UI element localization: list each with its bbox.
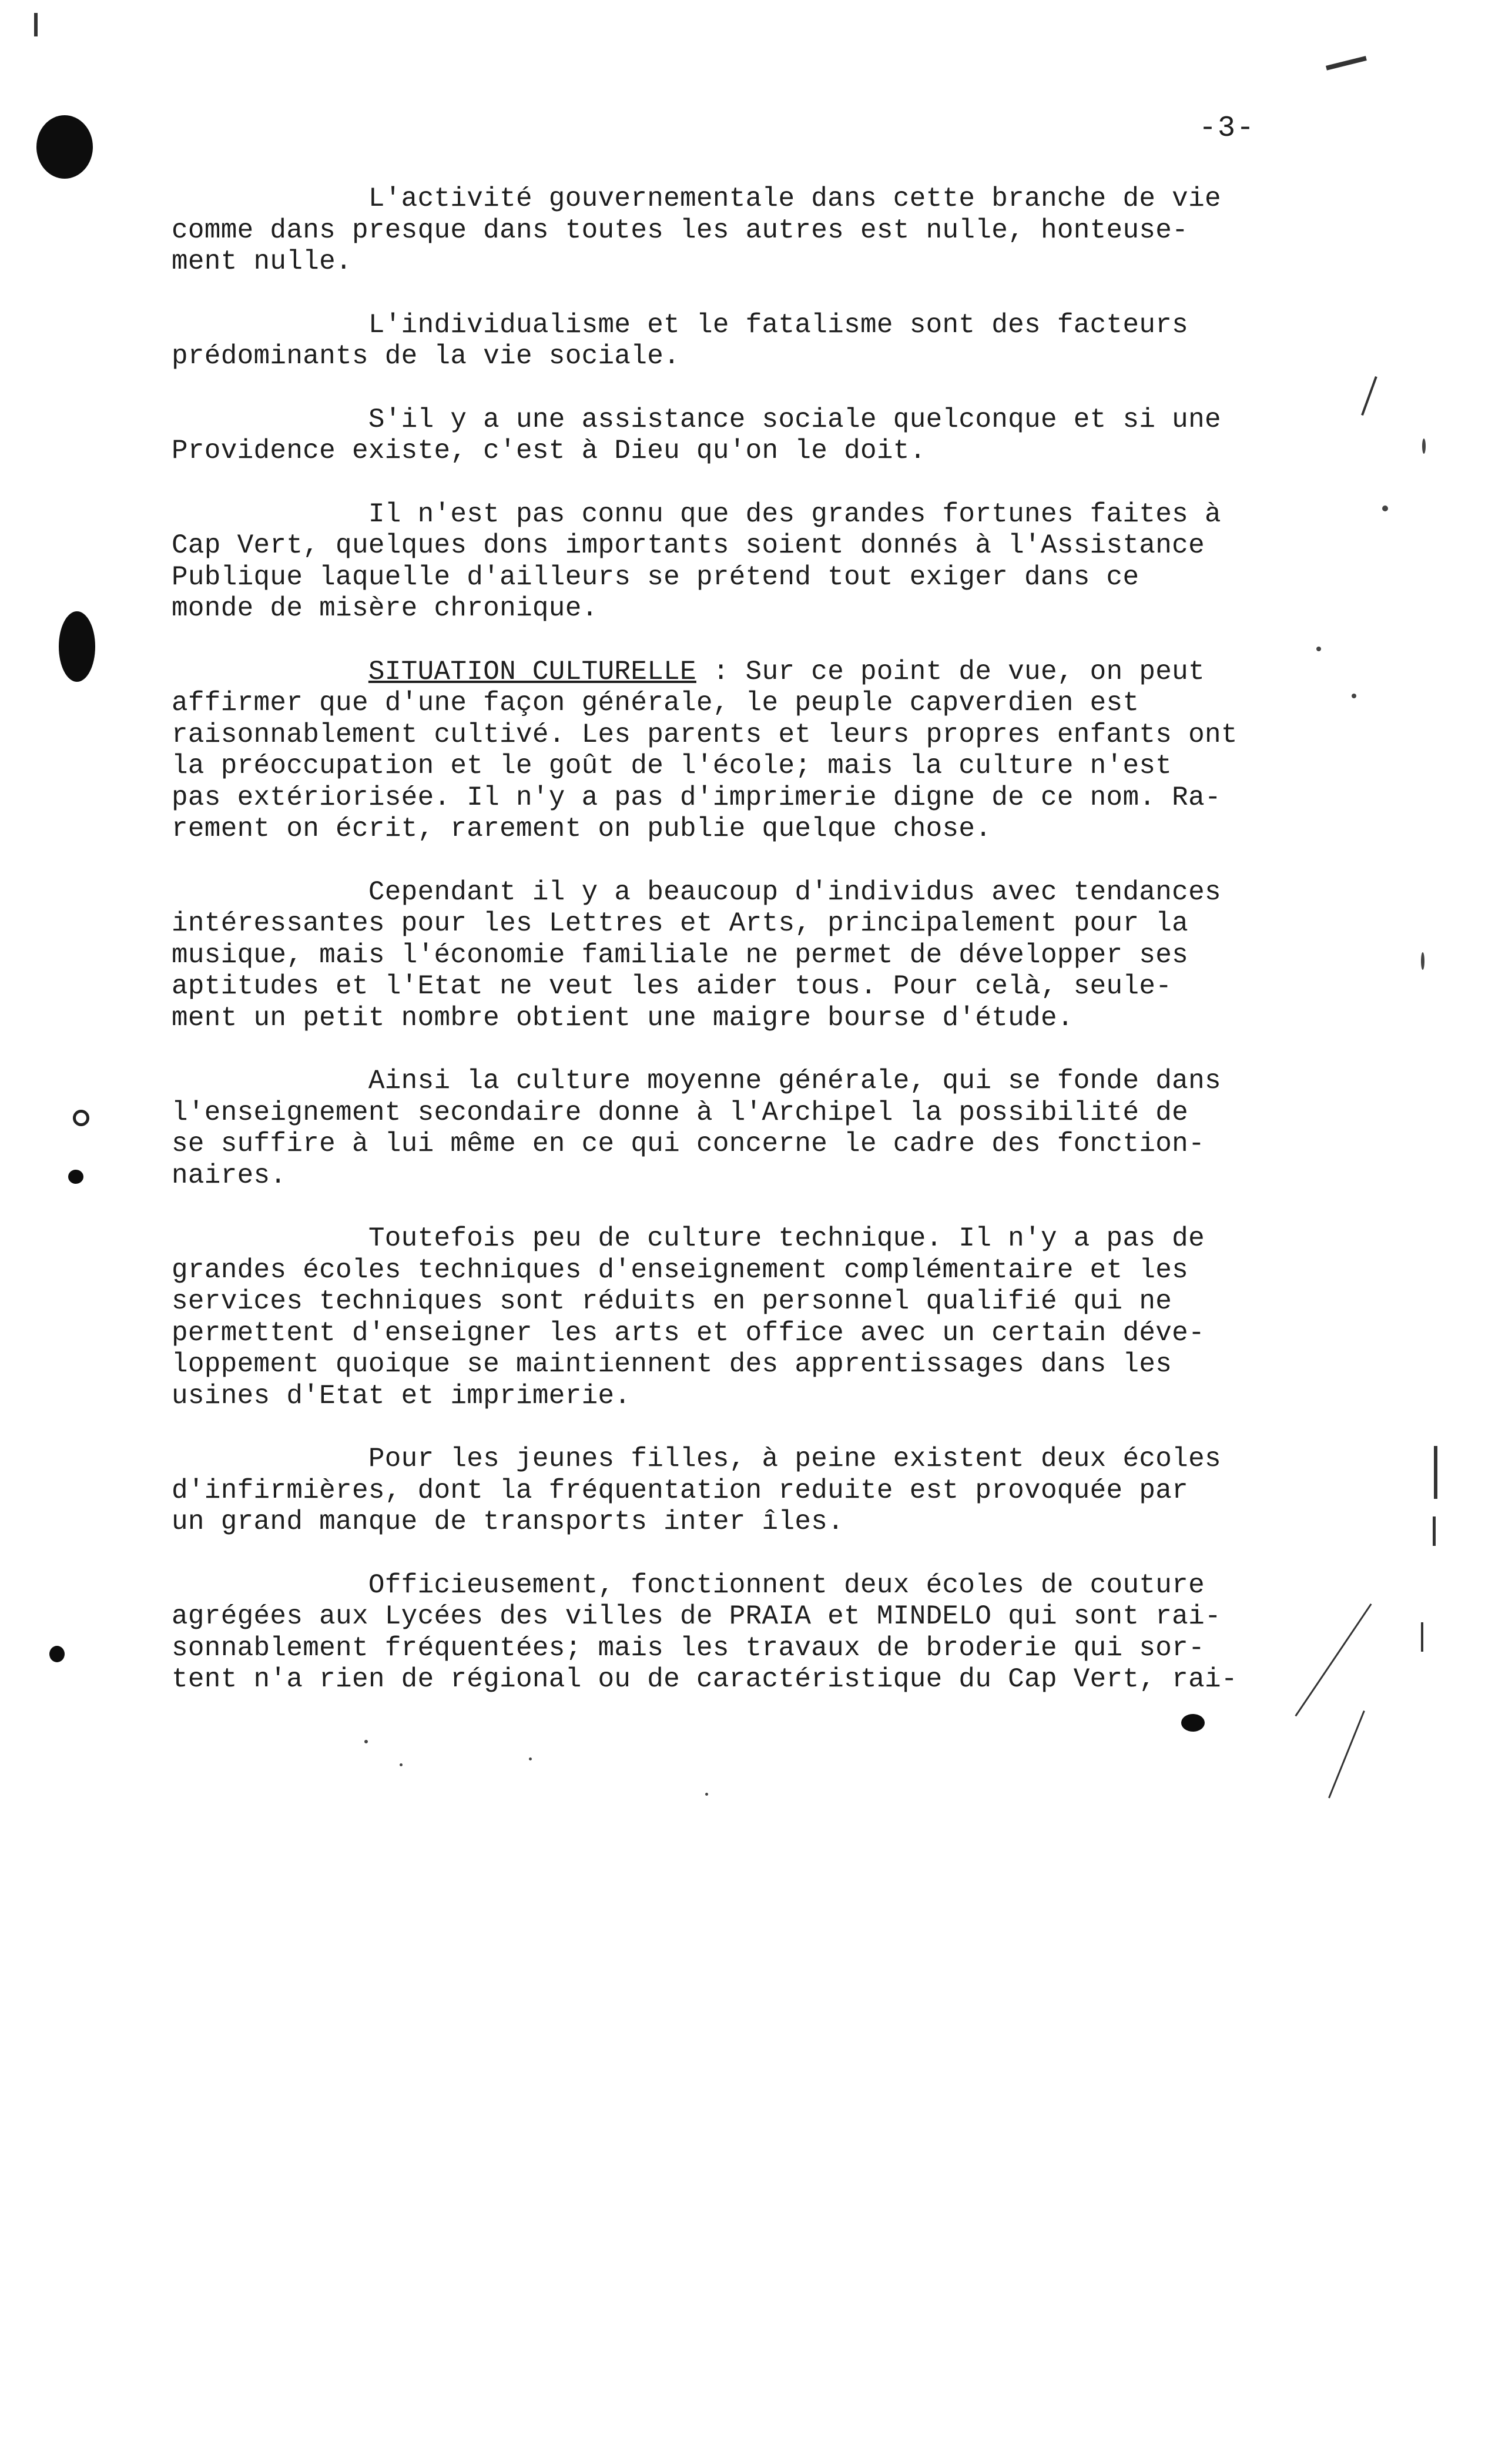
paragraph [172, 1570, 1323, 1696]
text-line: un grand manque de transports inter îles. [172, 1506, 844, 1537]
paragraph [172, 499, 1323, 625]
text-line: usines d'Etat et imprimerie. [172, 1380, 631, 1411]
paragraph [172, 310, 1323, 373]
corner-mark [1326, 56, 1367, 71]
text-line: musique, mais l'économie familiale ne permet de développer ses [172, 939, 1189, 970]
paragraph [172, 1444, 1323, 1538]
text-line: Publique laquelle d'ailleurs se prétend tout exiger dans ce [172, 561, 1139, 592]
text-line: se suffire à lui même en ce qui concerne le cadre des fonction- [172, 1129, 1205, 1159]
text-line: Pour les jeunes filles, à peine existent deux écoles [172, 1444, 1221, 1474]
text-line: loppement quoique se maintiennent des apprentissages dans les [172, 1349, 1172, 1380]
text-line: comme dans presque dans toutes les autres est nulle, honteuse- [172, 215, 1189, 246]
ink-speck [1421, 952, 1424, 970]
text-line: tent n'a rien de régional ou de caractéristique du Cap Vert, rai- [172, 1664, 1238, 1695]
text-line: permettent d'enseigner les arts et office avec un certain déve- [172, 1317, 1205, 1348]
text-line: Providence existe, c'est à Dieu qu'on le doit. [172, 436, 926, 466]
text-line: Cap Vert, quelques dons importants soient donnés à l'Assistance [172, 530, 1205, 561]
text-line: agrégées aux Lycées des villes de PRAIA et MINDELO qui sont rai- [172, 1601, 1221, 1632]
text-line: Toutefois peu de culture technique. Il n'y a pas de [172, 1223, 1205, 1254]
text-line [172, 657, 1323, 688]
text-line: pas extériorisée. Il n'y a pas d'imprimerie digne de ce nom. Ra- [172, 782, 1221, 813]
text-line: ment nulle. [172, 246, 352, 277]
ink-speck [705, 1793, 708, 1796]
text-line: Ainsi la culture moyenne générale, qui se fonde dans [172, 1066, 1221, 1096]
indent [172, 657, 368, 687]
text-line: ment un petit nombre obtient une maigre bourse d'étude. [172, 1002, 1074, 1033]
edge-mark [1433, 1516, 1436, 1546]
text-line: la préoccupation et le goût de l'école; mais la culture n'est [172, 751, 1172, 781]
paragraph [172, 183, 1323, 278]
ink-speck [49, 1646, 65, 1662]
text-line: L'individualisme et le fatalisme sont des facteurs [172, 309, 1189, 340]
text-segment: : Sur ce point de vue, on peut [696, 656, 1205, 687]
punch-hole-mark [36, 115, 93, 179]
text-line: naires. [172, 1160, 287, 1191]
paragraph [172, 1066, 1323, 1191]
page-number: -3- [1199, 112, 1256, 145]
ink-speck [1422, 438, 1426, 454]
section-heading: SITUATION CULTURELLE [368, 656, 696, 687]
text-line: Cependant il y a beaucoup d'individus avec tendances [172, 876, 1221, 908]
text-line: Il n'est pas connu que des grandes fortunes faites à [172, 498, 1221, 530]
paragraph [172, 404, 1323, 467]
text-line: prédominants de la vie sociale. [172, 341, 681, 371]
ink-speck [400, 1763, 403, 1766]
punch-hole-mark [59, 611, 95, 682]
section-paragraph-situation-culturelle [172, 657, 1323, 845]
text-line: l'enseignement secondaire donne à l'Archipel la possibilité de [172, 1097, 1189, 1128]
ink-speck [1352, 694, 1356, 698]
paragraph [172, 877, 1323, 1035]
text-line: rement on écrit, rarement on publie quelque chose. [172, 813, 992, 844]
text-line: L'activité gouvernementale dans cette branche de vie [172, 183, 1221, 214]
margin-line [1361, 376, 1377, 416]
text-line: services techniques sont réduits en personnel qualifié qui ne [172, 1286, 1172, 1317]
text-line: affirmer que d'une façon générale, le peuple capverdien est [172, 688, 1139, 718]
text-line: S'il y a une assistance sociale quelconque et si une [172, 404, 1221, 435]
ink-speck [529, 1757, 532, 1760]
body-text [172, 183, 1323, 1728]
edge-mark [1421, 1622, 1423, 1652]
ink-speck [364, 1740, 368, 1743]
ink-speck [73, 1110, 89, 1126]
text-line: d'infirmières, dont la fréquentation reduite est provoquée par [172, 1475, 1189, 1506]
ink-speck [68, 1170, 83, 1184]
text-line: intéressantes pour les Lettres et Arts, principalement pour la [172, 908, 1189, 939]
ink-speck [1382, 505, 1388, 511]
edge-mark [34, 13, 38, 36]
text-line: aptitudes et l'Etat ne veut les aider tous. Pour celà, seule- [172, 971, 1172, 1002]
edge-mark [1434, 1446, 1437, 1499]
paragraph [172, 1223, 1323, 1412]
text-line: Officieusement, fonctionnent deux écoles de couture [172, 1569, 1205, 1601]
text-line: monde de misère chronique. [172, 593, 598, 624]
text-line: sonnablement fréquentées; mais les travaux de broderie qui sor- [172, 1632, 1205, 1663]
margin-line [1328, 1710, 1365, 1798]
text-line: raisonnablement cultivé. Les parents et leurs propres enfants ont [172, 719, 1238, 750]
text-line: grandes écoles techniques d'enseignement complémentaire et les [172, 1254, 1189, 1285]
